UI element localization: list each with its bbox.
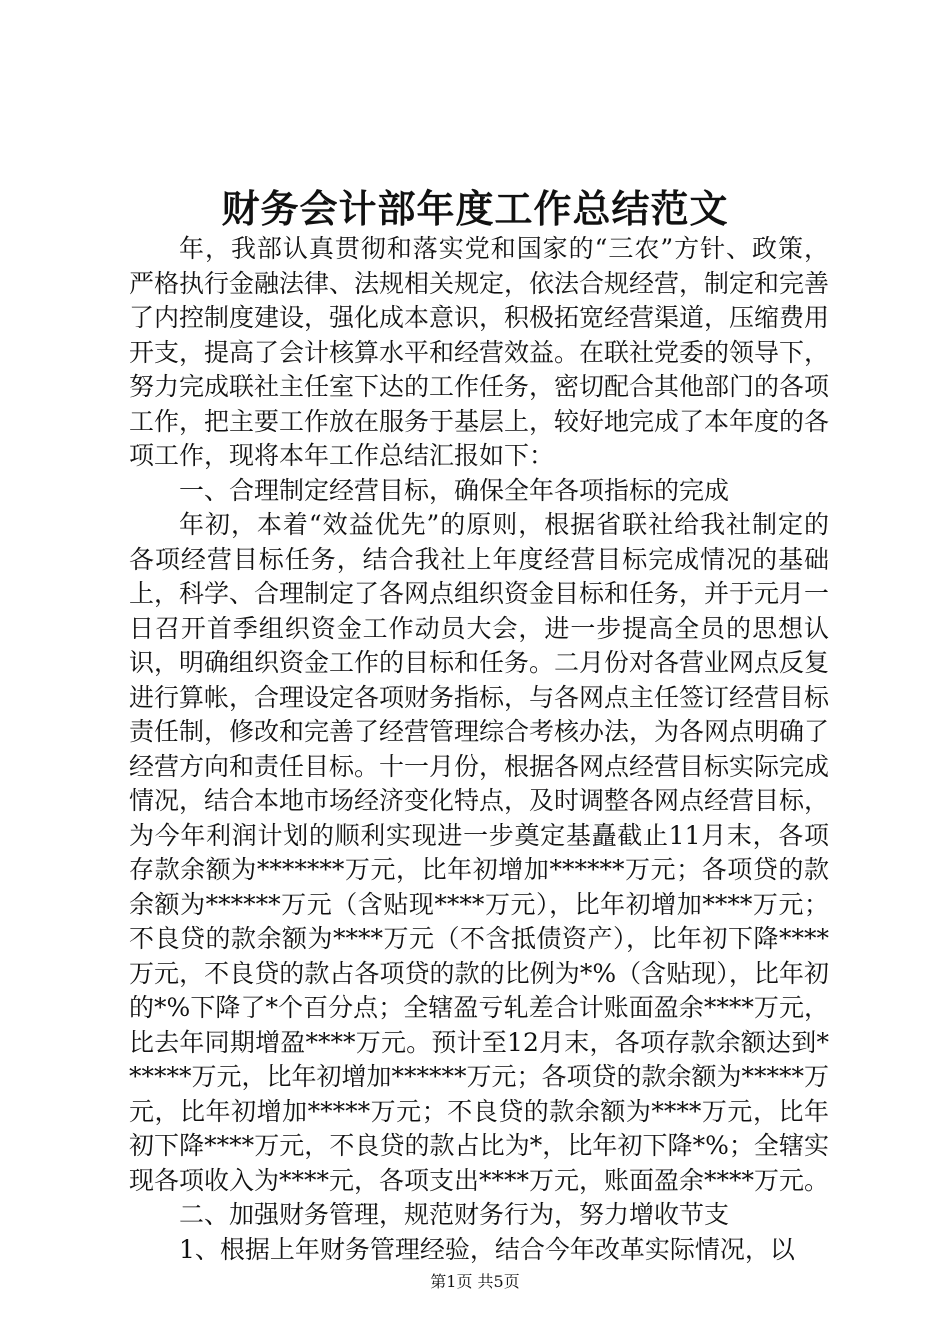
section-heading-2: 二、加强财务管理，规范财务行为，努力增收节支 bbox=[179, 1200, 730, 1229]
intro-paragraph: 年，我部认真贯彻和落实党和国家的“三农”方针、政策，严格执行金融法律、法规相关规定，依法合规经营，制定和完善了内控制度建设，强化成本意识，积极拓宽经营渠道，压缩费用开支，提高了会计核算水平和经营效益。在联社党委的领导下，努力完成联社主任室下达的工作任务，密切配合其他部门的各项工作，把主要工作放在服务于基层上，较好地完成了本年度的各项工作，现将本年工作总结汇报如下： bbox=[129, 234, 830, 470]
document-title: 财务会计部年度工作总结范文 bbox=[221, 186, 729, 231]
page-footer: 第1页 共5页 bbox=[430, 1272, 520, 1291]
section-1-paragraph: 年初，本着“效益优先”的原则，根据省联社给我社制定的各项经营目标任务，结合我社上年度经营目标完成情况的基础上，科学、合理制定了各网点组织资金目标和任务，并于元月一日召开首季组织资金工作动员大会，进一步提高全员的思想认识，明确组织资金工作的目标和任务。二月份对各营业网点反复进行算帐，合理设定各项财务指标，与各网点主任签订经营目标责任制，修改和完善了经营管理综合考核办法，为各网点明确了经营方向和责任目标。十一月份，根据各网点经营目标实际完成情况，结合本地市场经济变化特点，及时调整各网点经营目标，为今年利润计划的顺利实现进一步奠定基矗截止11月末，各项存款余额为*******万元，比年初增加******万元；各项贷的款余额为******万元（含贴现****万元），比年初增加****万元；不良贷的款余额为****万元（不含抵债资产），比年初下降****万元，不良贷的款占各项贷的款的比例为*%（含贴现），比年初的*%下降了*个百分点；全辖盈亏轧差合计账面盈余****万元，比去年同期增盈****万元。预计至12月末，各项存款余额达到******万元，比年初增加******万元；各项贷的款余额为*****万元，比年初增加*****万元；不良贷的款余额为****万元，比年初下降****万元，不良贷的款占比为*，比年初下降*%；全辖实现各项收入为****元，各项支出****万元，账面盈余****万元。 bbox=[129, 510, 830, 1195]
section-heading-1: 一、合理制定经营目标，确保全年各项指标的完成 bbox=[179, 475, 730, 505]
document-body bbox=[129, 232, 829, 1267]
section-2-item-1: 1、根据上年财务管理经验，结合今年改革实际情况，以 bbox=[179, 1234, 795, 1264]
